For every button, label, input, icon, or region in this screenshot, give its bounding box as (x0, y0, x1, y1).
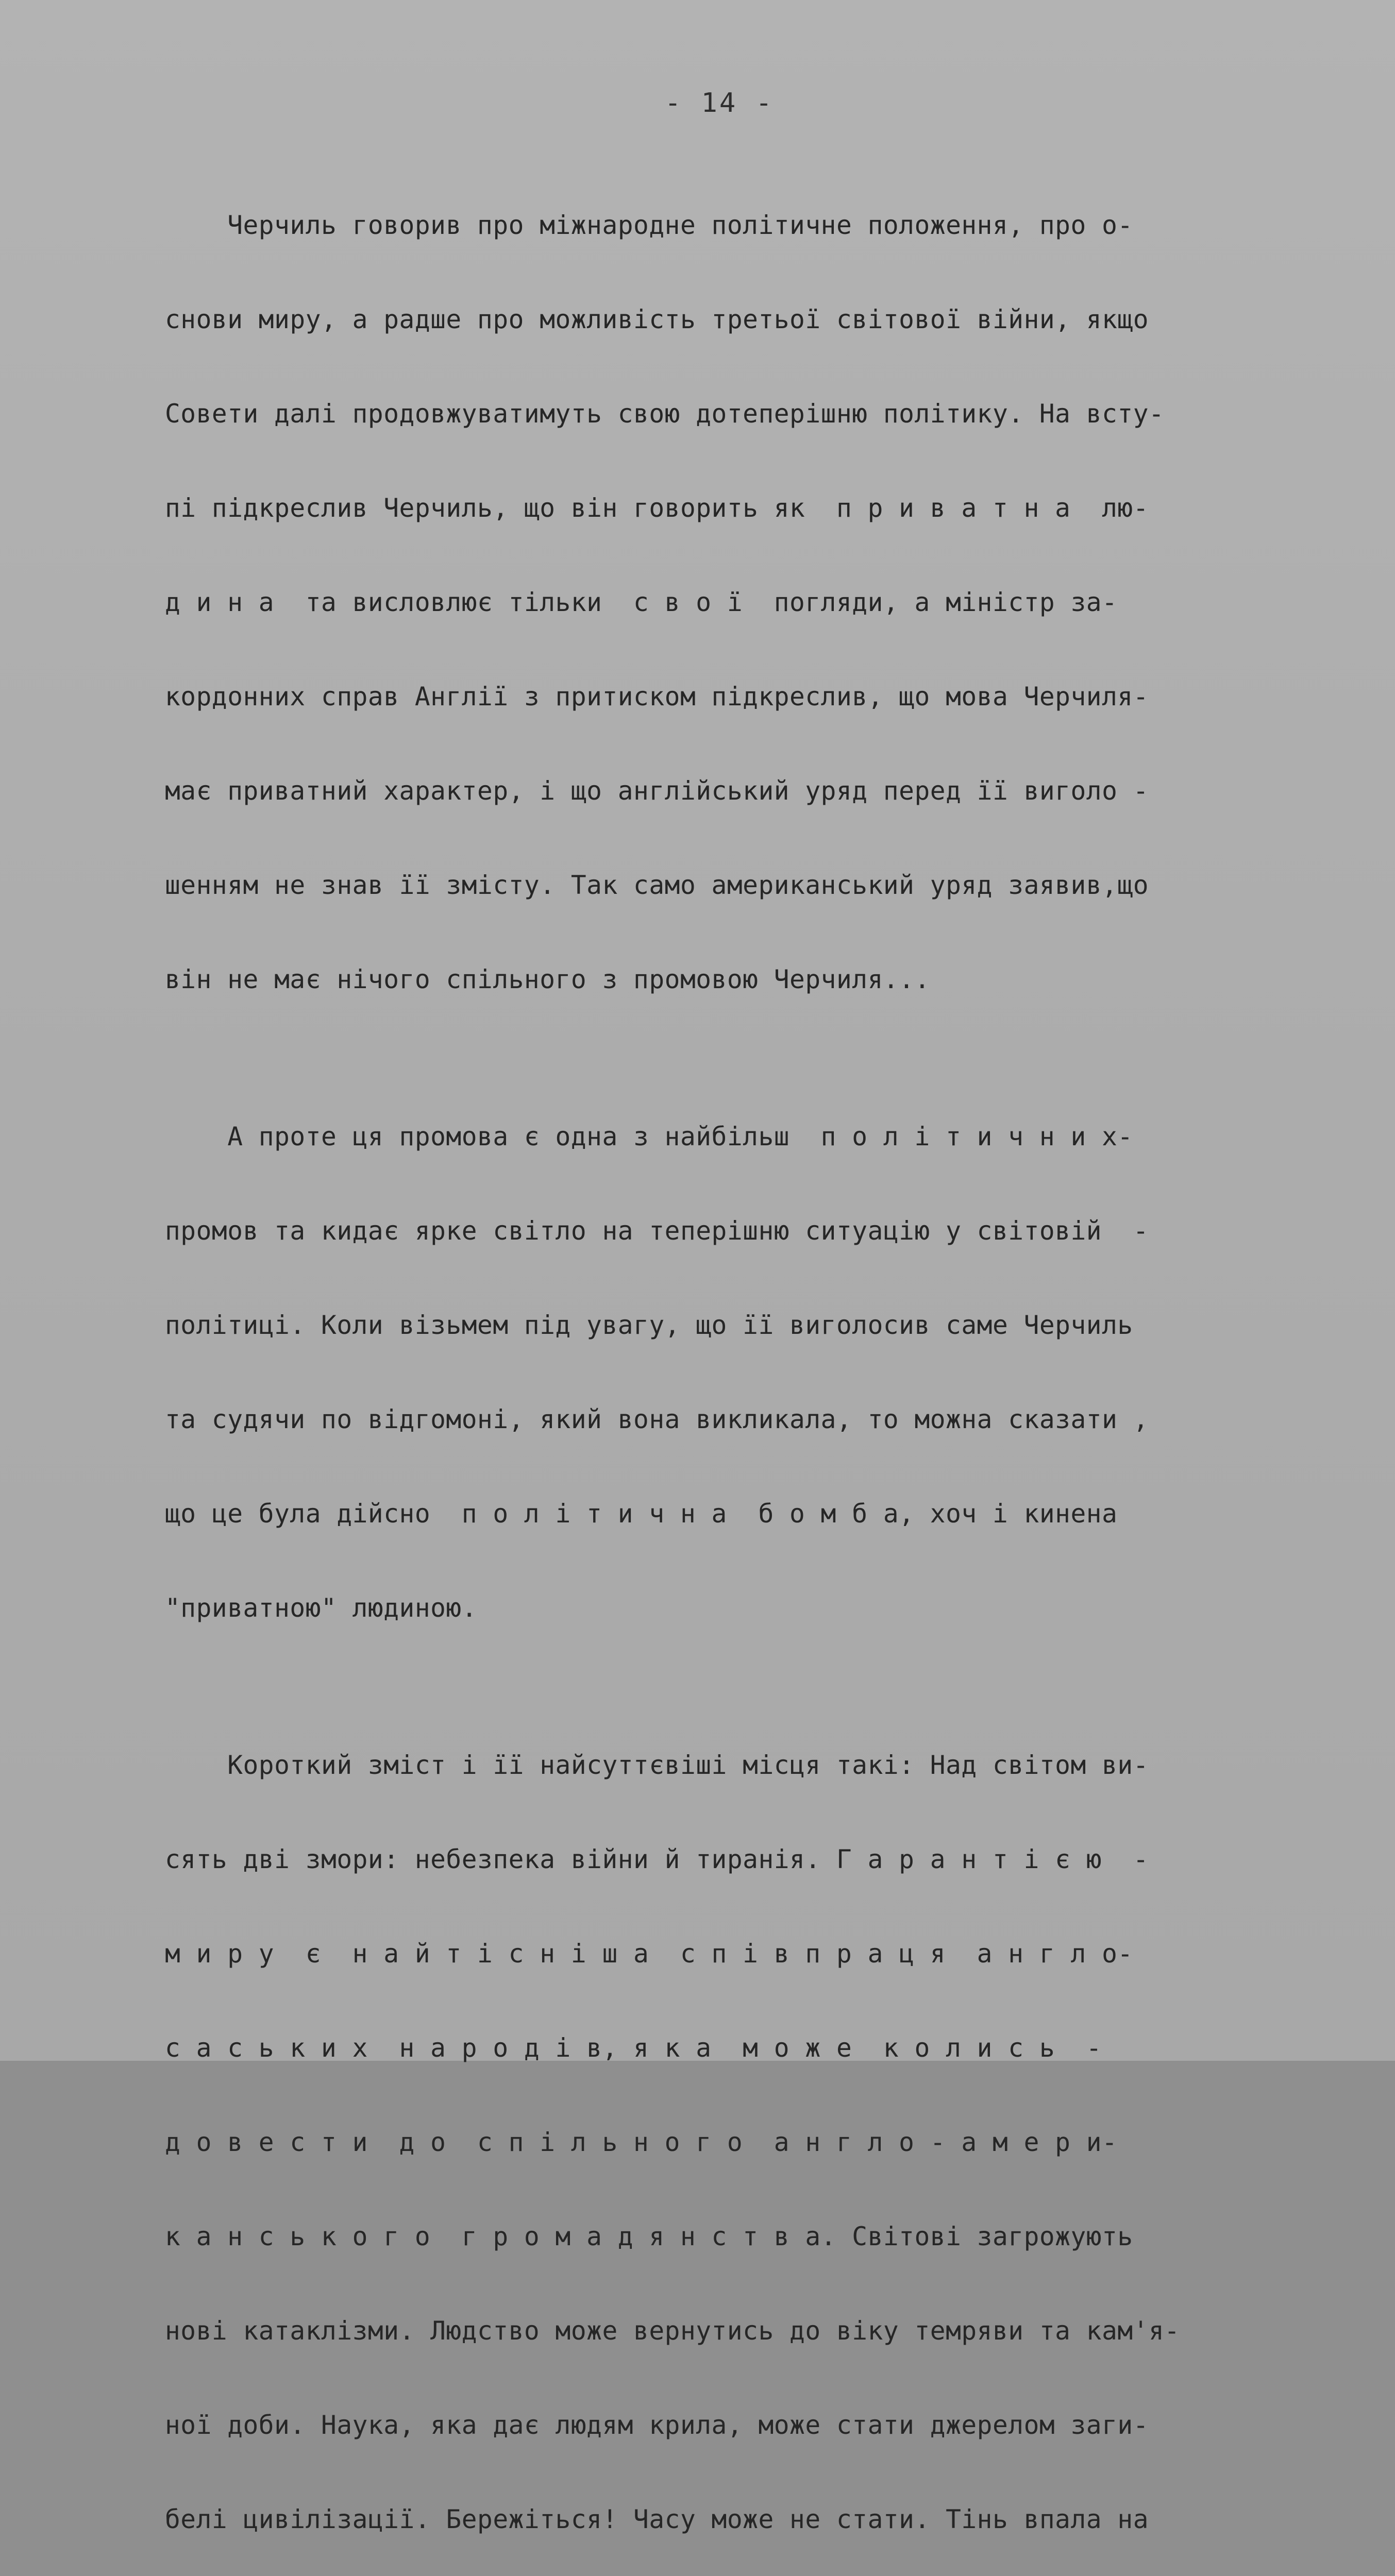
text-line: д о в е с т и д о с п і л ь н о г о а н г л о - а м е р и- (165, 2127, 1118, 2157)
text-line: Короткий зміст і її найсуттєвіші місця такі: Над світом ви- (165, 1750, 1149, 1780)
paragraph (165, 1687, 1319, 2576)
text-line: кордонних справ Англії з притиском підкреслив, що мова Черчиля- (165, 682, 1149, 711)
text-line: сять дві змори: небезпека війни й тиранія. Г а р а н т і є ю - (165, 1844, 1149, 1874)
text-line: к а н с ь к о г о г р о м а д я н с т в а. Світові загрожують (165, 2222, 1133, 2251)
paragraph (165, 1058, 1319, 1687)
text-line: політиці. Коли візьмем під увагу, що її виголосив саме Черчиль (165, 1310, 1133, 1340)
text-line: Совети далі продовжуватимуть свою дотеперішню політику. На всту- (165, 399, 1165, 429)
document-body (165, 147, 1319, 2576)
text-line: А проте ця промова є одна з найбільш п о л і т и ч н и х- (165, 1122, 1133, 1151)
text-line: промов та кидає ярке світло на теперішню ситуацію у світовій - (165, 1216, 1149, 1246)
page-number: - 14 - (665, 88, 774, 118)
text-line: с а с ь к и х н а р о д і в, я к а м о ж е к о л и с ь - (165, 2033, 1102, 2063)
text-line: пі підкреслив Черчиль, що він говорить як п р и в а т н а лю- (165, 493, 1149, 523)
paragraph (165, 147, 1319, 1058)
text-line: м и р у є н а й т і с н і ш а с п і в п р а ц я а н г л о- (165, 1939, 1133, 1969)
text-line: ної доби. Наука, яка дає людям крила, може стати джерелом заги- (165, 2410, 1149, 2440)
text-line: "приватною" людиною. (165, 1593, 478, 1623)
text-line: шенням не знав її змісту. Так само американський уряд заявив,що (165, 870, 1149, 900)
text-line: має приватний характер, і що англійський уряд перед її виголо - (165, 776, 1149, 806)
text-line: снови миру, а радше про можливість третьої світової війни, якщо (165, 304, 1149, 334)
text-line: д и н а та висловлює тільки с в о ї погляди, а міністр за- (165, 587, 1118, 617)
text-line: нові катаклізми. Людство може вернутись до віку темряви та кам'я- (165, 2316, 1180, 2346)
text-line: що це була дійсно п о л і т и ч н а б о м б а, хоч і кинена (165, 1499, 1118, 1529)
text-line: Черчиль говорив про міжнародне політичне положення, про о- (165, 210, 1133, 240)
text-line: белі цивілізації. Бережіться! Часу може не стати. Тінь впала на (165, 2504, 1149, 2534)
text-line: він не має нічого спільного з промовою Черчиля... (165, 964, 930, 994)
text-line: та судячи по відгомоні, який вона викликала, то можна сказати , (165, 1404, 1149, 1434)
